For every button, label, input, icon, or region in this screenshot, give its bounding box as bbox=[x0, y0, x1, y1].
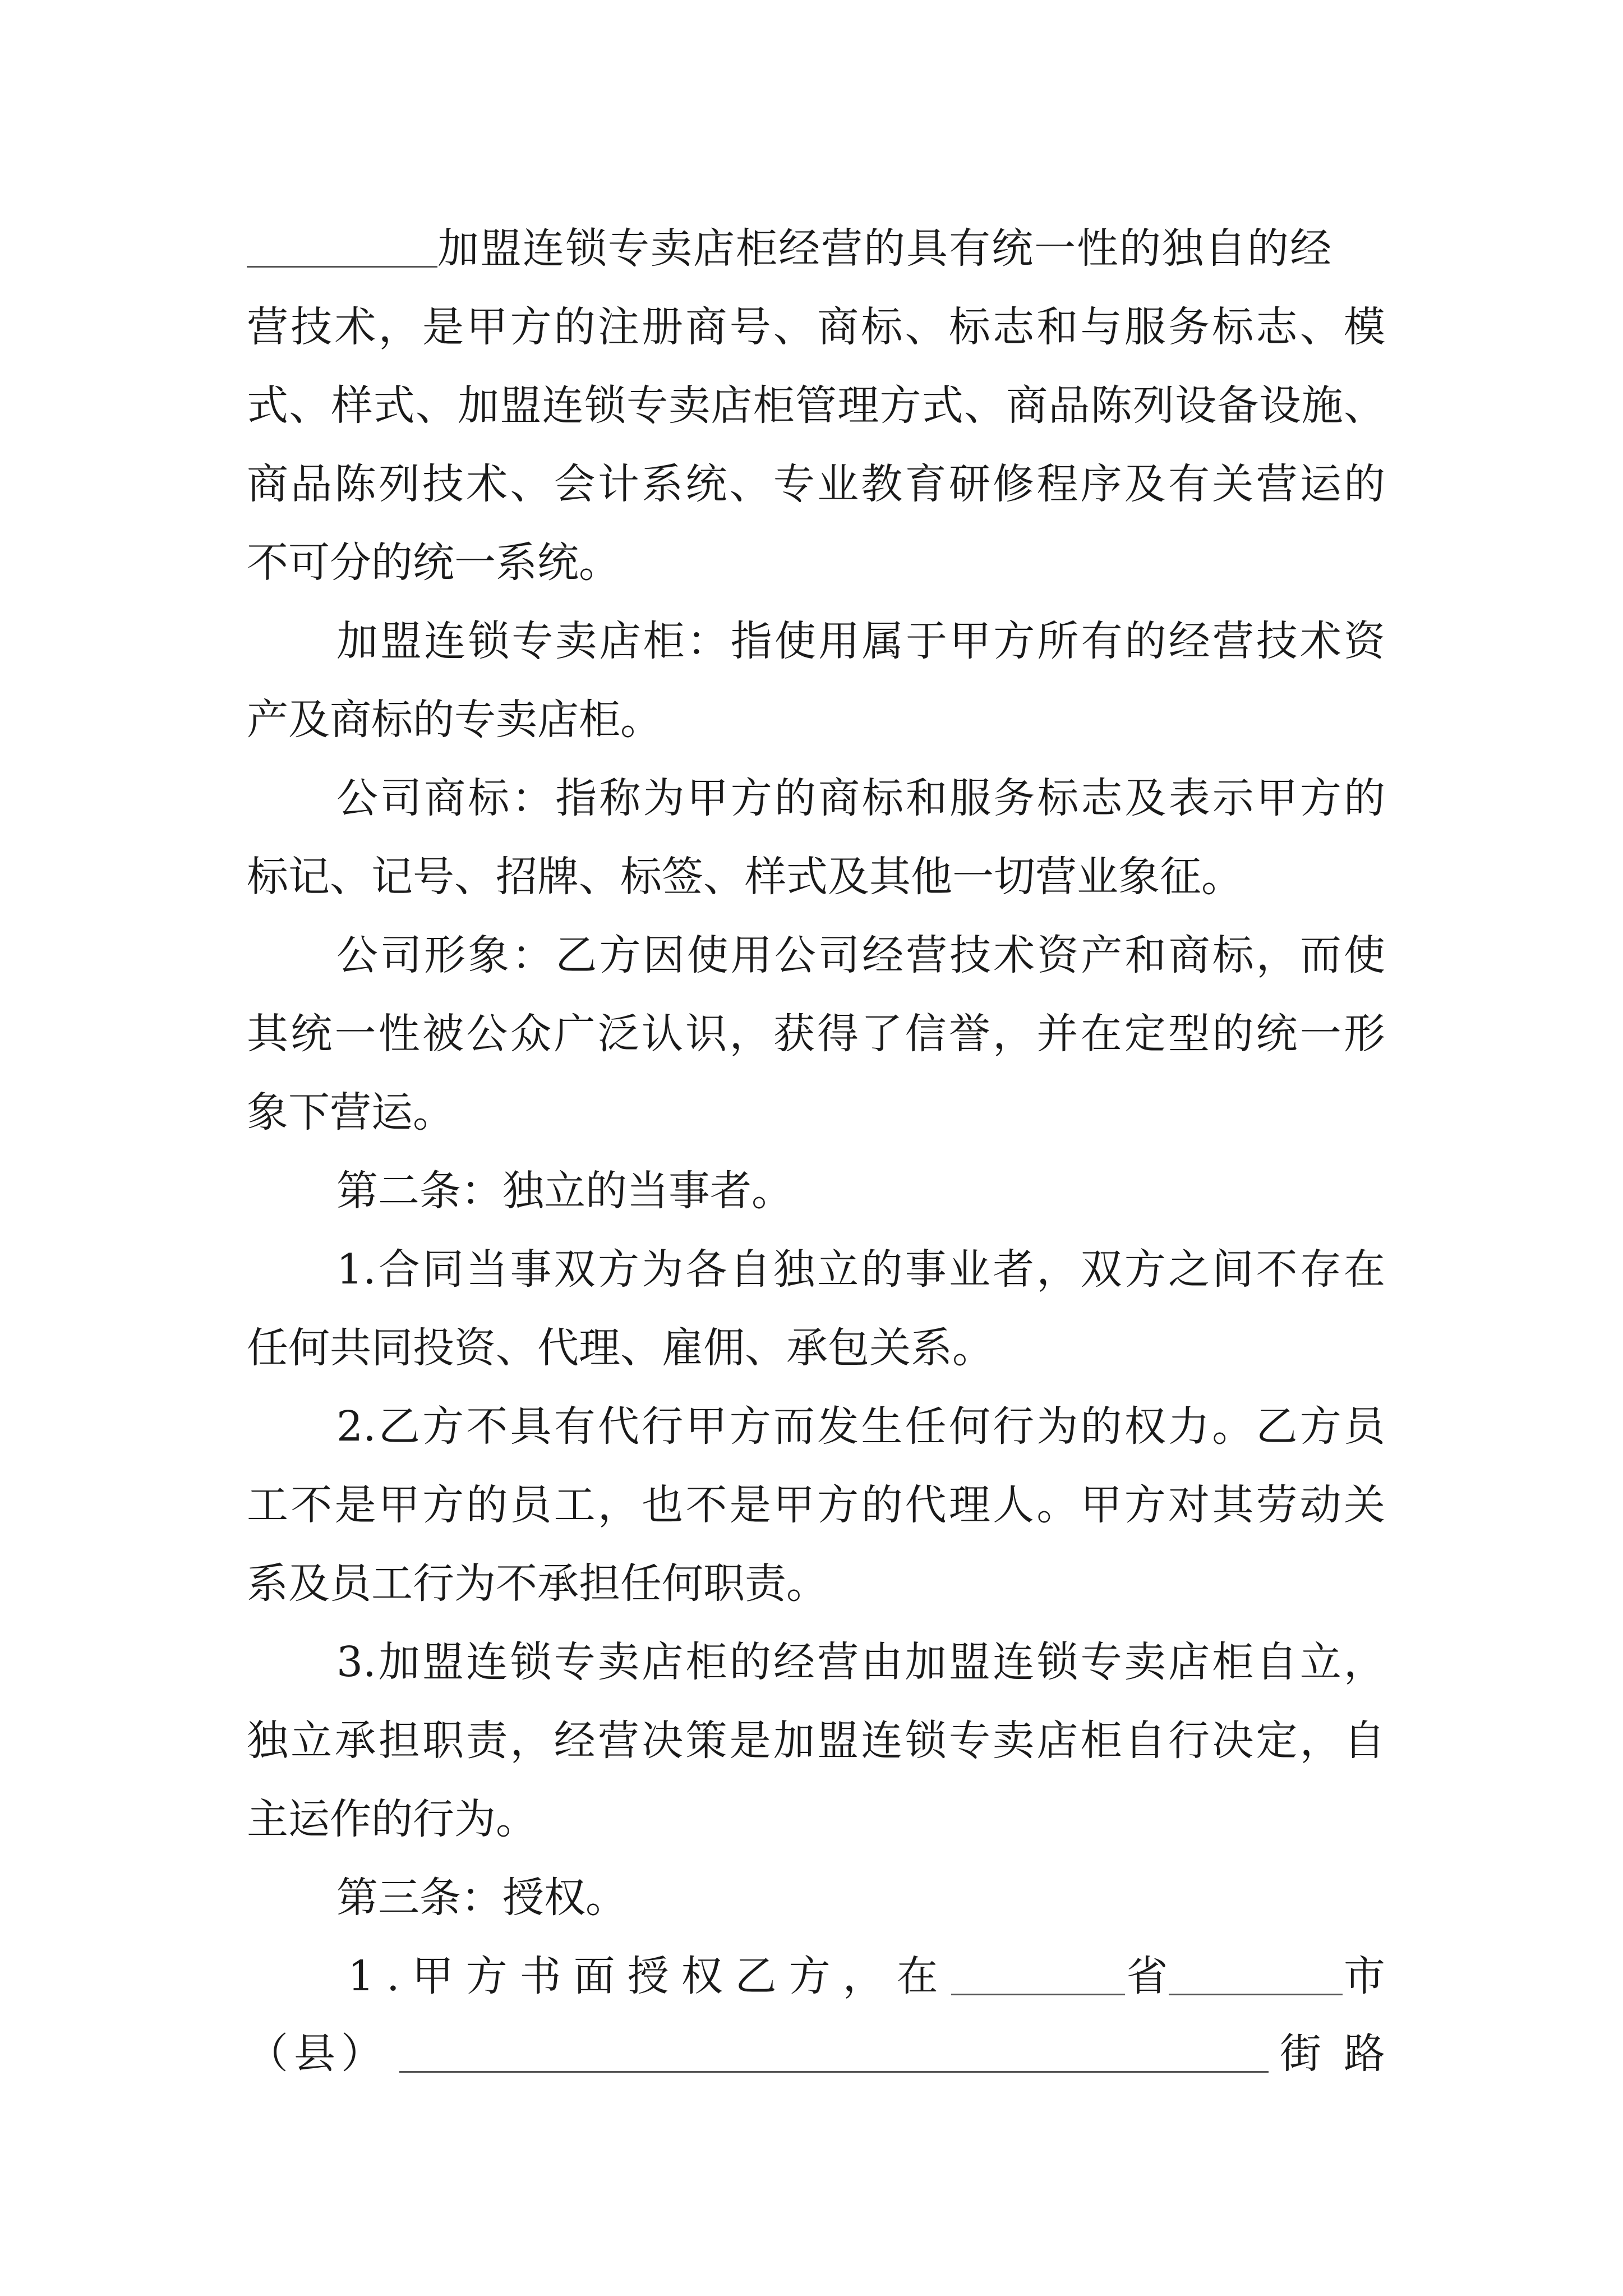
paragraph-line: 2.乙方不具有代行甲方而发生任何行为的权力。乙方员 bbox=[336, 1402, 1385, 1451]
paragraph-line: 任何共同投资、代理、雇佣、承包关系。 bbox=[247, 1324, 994, 1372]
fill-in-blank[interactable] bbox=[247, 218, 437, 268]
paragraph-line: 加盟连锁专卖店柜经营的具有统一性的独自的经 bbox=[247, 218, 1385, 279]
city-blank[interactable] bbox=[1169, 1945, 1343, 1995]
paragraph-line: 1.合同当事双方为各自独立的事业者，双方之间不存在 bbox=[336, 1245, 1385, 1294]
paragraph-line: 3.加盟连锁专卖店柜的经营由加盟连锁专卖店柜自立， bbox=[336, 1638, 1385, 1686]
paragraph-line: 其统一性被公众广泛认识，获得了信誉，并在定型的统一形 bbox=[247, 1010, 1385, 1058]
paragraph-line: 主运作的行为。 bbox=[247, 1795, 537, 1843]
paragraph-line: 营技术，是甲方的注册商号、商标、标志和与服务标志、模 bbox=[247, 303, 1385, 351]
section-heading: 第三条：授权。 bbox=[336, 1874, 627, 1922]
section-heading: 第二条：独立的当事者。 bbox=[336, 1167, 793, 1215]
paragraph-line: 标记、记号、招牌、标签、样式及其他一切营业象征。 bbox=[247, 853, 1243, 901]
paragraph-line: 公司形象：乙方因使用公司经营技术资产和商标，而使 bbox=[336, 931, 1385, 979]
paragraph-line: 商品陈列技术、会计系统、专业教育研修程序及有关营运的 bbox=[247, 460, 1385, 508]
authorization-line: 1.甲方书面授权乙方，在 省 市 bbox=[348, 1945, 1385, 2007]
address-line: （县） 街路 bbox=[247, 2023, 1385, 2085]
paragraph-line: 式、样式、加盟连锁专卖店柜管理方式、商品陈列设备设施、 bbox=[247, 381, 1385, 430]
paragraph-line: 加盟连锁专卖店柜：指使用属于甲方所有的经营技术资 bbox=[336, 617, 1385, 665]
paragraph-line: 不可分的统一系统。 bbox=[247, 539, 620, 587]
paragraph-line: 产及商标的专卖店柜。 bbox=[247, 696, 662, 744]
paragraph-line: 独立承担职责，经营决策是加盟连锁专卖店柜自行决定，自 bbox=[247, 1717, 1385, 1765]
paragraph-line: 象下营运。 bbox=[247, 1088, 454, 1137]
paragraph-line: 系及员工行为不承担任何职责。 bbox=[247, 1559, 828, 1608]
paragraph-line: 工不是甲方的员工，也不是甲方的代理人。甲方对其劳动关 bbox=[247, 1481, 1385, 1529]
county-street-blank[interactable] bbox=[399, 2023, 1269, 2073]
paragraph-line: 公司商标：指称为甲方的商标和服务标志及表示甲方的 bbox=[336, 774, 1385, 822]
province-blank[interactable] bbox=[951, 1945, 1125, 1995]
